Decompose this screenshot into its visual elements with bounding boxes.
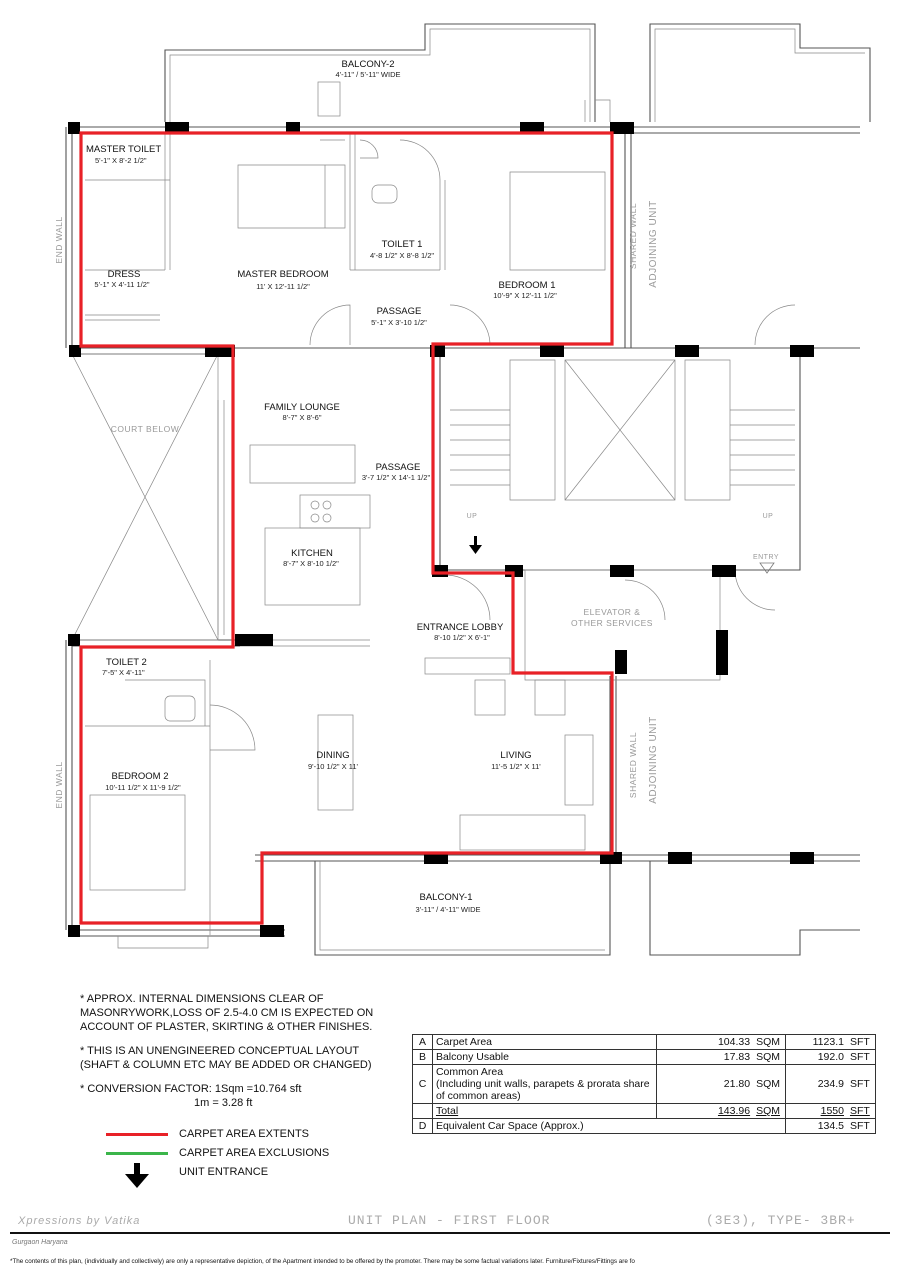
exclusion-legend-label: CARPET AREA EXCLUSIONS: [179, 1147, 330, 1159]
balcony-2-label: BALCONY-2: [341, 59, 395, 70]
row-label-line: Common Area: [435, 1066, 504, 1078]
master-bedroom-dim: 11' X 12'-11 1/2": [256, 282, 310, 291]
dress-dim: 5'-1" X 4'-11 1/2": [94, 280, 150, 289]
row-sqm: 21.80: [657, 1065, 753, 1104]
toilet-1-label: TOILET 1: [381, 239, 423, 250]
row-sqm: 17.83: [657, 1050, 753, 1065]
master-bedroom-label: MASTER BEDROOM: [237, 269, 329, 280]
toilet-2-label: TOILET 2: [106, 657, 147, 668]
entrance-lobby-label: ENTRANCE LOBBY: [416, 622, 504, 633]
row-sft-unit: SFT: [847, 1065, 876, 1104]
row-sqm-unit: SQM: [753, 1050, 785, 1065]
row-sft-unit: SFT: [847, 1104, 876, 1119]
bedroom-1-dim: 10'-9" X 12'-11 1/2": [493, 291, 557, 300]
location: Gurgaon Haryana: [12, 1239, 68, 1246]
passage-1-label: PASSAGE: [376, 306, 422, 317]
toilet-2-dim: 7'-5" X 4'-11": [102, 668, 145, 677]
unit-entrance-arrow-icon: [469, 536, 482, 554]
row-label: [432, 1065, 656, 1104]
row-sqm: 143.96: [657, 1104, 753, 1119]
columns: [68, 122, 814, 937]
carpet-legend-swatch: [106, 1133, 168, 1136]
row-sqm-unit: SQM: [753, 1035, 785, 1050]
passage-1-dim: 5'-1" X 3'-10 1/2": [371, 318, 427, 327]
row-label: Equivalent Car Space (Approx.): [432, 1119, 785, 1134]
row-sft: 1123.1: [786, 1035, 847, 1050]
kitchen-dim: 8'-7" X 8'-10 1/2": [283, 559, 339, 568]
row-label: Carpet Area: [432, 1035, 656, 1050]
row-sft-unit: SFT: [847, 1119, 876, 1134]
table-row-total: [413, 1104, 876, 1119]
bedroom-2-label: BEDROOM 2: [111, 771, 169, 782]
unit-type: (3E3), TYPE- 3BR+: [706, 1213, 856, 1228]
legend-entrance: [106, 1163, 268, 1189]
table-row: [413, 1035, 876, 1050]
shared-wall-top-label: SHARED WALL: [628, 202, 638, 270]
adjoining-unit-bottom-label: ADJOINING UNIT: [648, 716, 659, 804]
row-sft: 1550: [786, 1104, 847, 1119]
end-wall-top-label: END WALL: [54, 216, 64, 264]
elevator-label-2: OTHER SERVICES: [571, 618, 653, 628]
row-label-line: of common areas): [435, 1090, 521, 1102]
plan-notes: [80, 992, 380, 1110]
living-dim: 11'-5 1/2" X 11': [491, 762, 541, 771]
table-row: [413, 1119, 876, 1134]
note-conversion: * CONVERSION FACTOR: 1Sqm =10.764 sft: [80, 1083, 302, 1095]
living-label: LIVING: [500, 750, 532, 761]
note-conversion-meter: 1m = 3.28 ft: [194, 1097, 253, 1109]
elevator-label-1: ELEVATOR &: [583, 607, 641, 617]
family-lounge-label: FAMILY LOUNGE: [264, 402, 340, 413]
bedroom-2-dim: 10'-11 1/2" X 11'-9 1/2": [105, 783, 181, 792]
row-label-line: (Including unit walls, parapets & prorata share: [435, 1078, 650, 1090]
brand-name: Xpressions by Vatika: [18, 1215, 141, 1227]
row-sft: 192.0: [786, 1050, 847, 1065]
row-label: Balcony Usable: [432, 1050, 656, 1065]
exclusion-legend-swatch: [106, 1152, 168, 1155]
disclaimer: *The contents of this plan, (individually and collectively) are only a representative depiction, of the Apartment intended to be offered by the promoter. There may be some factual variations later. Furniture/Fixtures/Fittings are fo: [10, 1258, 635, 1265]
dining-label: DINING: [316, 750, 350, 761]
dress-label: DRESS: [107, 269, 141, 280]
entrance-legend-label: UNIT ENTRANCE: [179, 1166, 269, 1178]
entry-label: ENTRY: [752, 554, 780, 561]
shared-wall-bottom-label: SHARED WALL: [628, 731, 638, 799]
row-sft: 234.9: [786, 1065, 847, 1104]
entrance-legend-arrow-icon: [106, 1163, 168, 1189]
master-toilet-label: MASTER TOILET: [86, 144, 162, 155]
row-sqm-unit: SQM: [753, 1104, 785, 1119]
entry-triangle-icon: [760, 563, 774, 573]
adjoining-unit-top-label: ADJOINING UNIT: [648, 200, 659, 288]
table-row: [413, 1050, 876, 1065]
legend-exclusion: [106, 1144, 329, 1162]
note-conceptual: * THIS IS AN UNENGINEERED CONCEPTUAL LAYOUT (SHAFT & COLUMN ETC MAY BE ADDED OR CHANGED): [80, 1045, 372, 1071]
interior-walls: [85, 133, 605, 935]
dining-dim: 9'-10 1/2" X 11': [307, 762, 359, 771]
row-code: [413, 1104, 433, 1119]
balcony-2-dim: 4'-11" / 5'-11" WIDE: [335, 70, 401, 79]
row-sqm: 104.33: [657, 1035, 753, 1050]
family-lounge-dim: 8'-7" X 8'-6": [282, 413, 322, 422]
row-sft-unit: SFT: [847, 1050, 876, 1065]
end-wall-bottom-label: END WALL: [54, 761, 64, 809]
toilet-1-dim: 4'-8 1/2" X 8'-8 1/2": [369, 251, 435, 260]
row-code: C: [413, 1065, 433, 1104]
court-below: [72, 354, 218, 640]
row-sqm-unit: SQM: [753, 1065, 785, 1104]
door-swings: [310, 140, 795, 620]
row-sft: 134.5: [786, 1119, 847, 1134]
legend-carpet: [106, 1125, 309, 1143]
balcony-1-label: BALCONY-1: [419, 892, 473, 903]
row-sft-unit: SFT: [847, 1035, 876, 1050]
row-code: D: [413, 1119, 433, 1134]
plan-title: UNIT PLAN - FIRST FLOOR: [348, 1213, 551, 1228]
row-label: Total: [432, 1104, 656, 1119]
footer-divider: [10, 1232, 890, 1234]
row-code: A: [413, 1035, 433, 1050]
court-below-label: COURT BELOW: [110, 424, 180, 434]
passage-2-label: PASSAGE: [375, 462, 421, 473]
area-table: [412, 1034, 876, 1134]
table-row: [413, 1065, 876, 1104]
kitchen-label: KITCHEN: [291, 548, 333, 559]
stair-up-left-label: UP: [466, 513, 478, 520]
passage-2-dim: 3'-7 1/2" X 14'-1 1/2": [361, 473, 431, 482]
note-dimensions: * APPROX. INTERNAL DIMENSIONS CLEAR OF MASONRYWORK,LOSS OF 2.5-4.0 CM IS EXPECTED ON ACCOUNT OF PLASTER, SKIRTING & OTHER FINISHES.: [80, 993, 374, 1033]
balcony-2-outline: [165, 24, 870, 122]
bedroom-1-label: BEDROOM 1: [498, 280, 556, 291]
balcony-1-dim: 3'-11" / 4'-11" WIDE: [415, 905, 481, 914]
carpet-legend-label: CARPET AREA EXTENTS: [179, 1128, 310, 1140]
footer: [0, 1208, 900, 1274]
row-code: B: [413, 1050, 433, 1065]
stair-up-right-label: UP: [762, 513, 774, 520]
balcony-1-outline: [118, 861, 860, 955]
master-toilet-dim: 5'-1" X 8'-2 1/2": [95, 156, 147, 165]
entrance-lobby-dim: 8'-10 1/2" X 6'-1": [434, 633, 490, 642]
